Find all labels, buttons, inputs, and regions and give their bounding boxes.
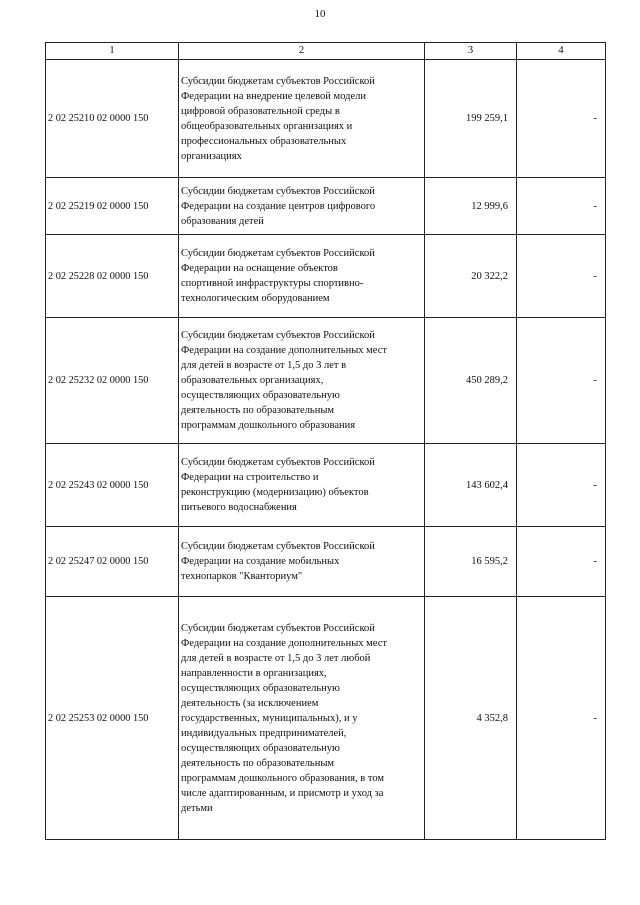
header-col-4: 4 — [517, 43, 606, 60]
row-col4: - — [517, 318, 606, 444]
description-line: осуществляющих образовательную — [181, 682, 340, 694]
description-line: организациях — [181, 150, 242, 162]
row-amount: 199 259,1 — [425, 60, 517, 178]
row-amount: 20 322,2 — [425, 235, 517, 318]
description-line: спортивной инфраструктуры спортивно- — [181, 278, 364, 289]
table-row — [46, 527, 606, 597]
table-row — [46, 60, 606, 178]
row-col4: - — [517, 444, 606, 527]
table-row — [46, 597, 606, 840]
row-code: 2 02 25210 02 0000 150 — [46, 60, 179, 178]
row-col4: - — [517, 178, 606, 235]
description-line: Субсидии бюджетам субъектов Российской — [181, 248, 375, 259]
row-amount: 12 999,6 — [425, 178, 517, 235]
description-line: Федерации на создание дополнительных мест — [181, 637, 387, 649]
description-line: числе адаптированным, и присмотр и уход за — [181, 787, 384, 799]
row-amount: 450 289,2 — [425, 318, 517, 444]
description-line: профессиональных образовательных — [181, 135, 347, 147]
table-row — [46, 318, 606, 444]
row-code: 2 02 25228 02 0000 150 — [46, 235, 179, 318]
row-col4: - — [517, 60, 606, 178]
row-description — [179, 318, 425, 444]
description-line: технологическим оборудованием — [181, 293, 330, 304]
description-line: Субсидии бюджетам субъектов Российской — [181, 75, 375, 87]
description-line: реконструкцию (модернизацию) объектов — [181, 487, 369, 498]
row-amount: 143 602,4 — [425, 444, 517, 527]
table-row — [46, 235, 606, 318]
description-line: государственных, муниципальных), и у — [181, 712, 358, 724]
description-line: цифровой образовательной среды в — [181, 105, 340, 117]
table-row — [46, 178, 606, 235]
description-line: Федерации на оснащение объектов — [181, 263, 338, 274]
description-line: для детей в возрасте от 1,5 до 3 лет в — [181, 360, 347, 371]
description-line: технопарков "Кванториум" — [181, 571, 303, 582]
description-line: Федерации на создание центров цифрового — [181, 200, 376, 212]
table-header-row — [46, 43, 606, 60]
row-code: 2 02 25247 02 0000 150 — [46, 527, 179, 597]
description-line: Федерации на создание дополнительных мест — [181, 345, 387, 356]
description-line: для детей в возрасте от 1,5 до 3 лет любой — [181, 652, 371, 664]
description-line: осуществляющих образовательную — [181, 742, 340, 754]
row-amount: 16 595,2 — [425, 527, 517, 597]
header-col-1: 1 — [46, 43, 179, 60]
description-line: Субсидии бюджетам субъектов Российской — [181, 185, 375, 197]
row-code: 2 02 25243 02 0000 150 — [46, 444, 179, 527]
row-description — [179, 597, 425, 840]
description-line: общеобразовательных организациях и — [181, 120, 353, 132]
description-line: Федерации на создание мобильных — [181, 556, 340, 567]
row-description — [179, 178, 425, 235]
table-row — [46, 444, 606, 527]
description-line: Федерации на внедрение целевой модели — [181, 90, 367, 102]
header-col-3: 3 — [425, 43, 517, 60]
page-number: 10 — [314, 8, 326, 20]
row-code: 2 02 25253 02 0000 150 — [46, 597, 179, 840]
description-line: Субсидии бюджетам субъектов Российской — [181, 457, 375, 468]
description-line: образовательных организациях, — [181, 375, 324, 386]
row-description — [179, 527, 425, 597]
description-line: деятельность (за исключением — [181, 697, 319, 709]
description-line: Субсидии бюджетам субъектов Российской — [181, 622, 375, 634]
description-line: Субсидии бюджетам субъектов Российской — [181, 541, 375, 552]
row-col4: - — [517, 235, 606, 318]
description-line: деятельность по образовательным — [181, 757, 335, 769]
row-description — [179, 235, 425, 318]
description-line: направленности в организациях, — [181, 667, 327, 679]
row-col4: - — [517, 597, 606, 840]
description-line: индивидуальных предпринимателей, — [181, 727, 347, 739]
description-line: деятельность по образовательным — [181, 405, 335, 416]
description-line: детьми — [181, 802, 213, 814]
row-description — [179, 60, 425, 178]
description-line: Субсидии бюджетам субъектов Российской — [181, 330, 375, 341]
description-line: питьевого водоснабжения — [181, 502, 297, 513]
description-line: осуществляющих образовательную — [181, 390, 340, 401]
row-code: 2 02 25232 02 0000 150 — [46, 318, 179, 444]
row-amount: 4 352,8 — [425, 597, 517, 840]
budget-table — [45, 42, 606, 840]
header-col-2: 2 — [179, 43, 425, 60]
description-line: программам дошкольного образования, в том — [181, 772, 385, 784]
description-line: Федерации на строительство и — [181, 472, 319, 483]
row-description — [179, 444, 425, 527]
description-line: программам дошкольного образования — [181, 420, 356, 431]
description-line: образования детей — [181, 215, 264, 227]
row-code: 2 02 25219 02 0000 150 — [46, 178, 179, 235]
row-col4: - — [517, 527, 606, 597]
